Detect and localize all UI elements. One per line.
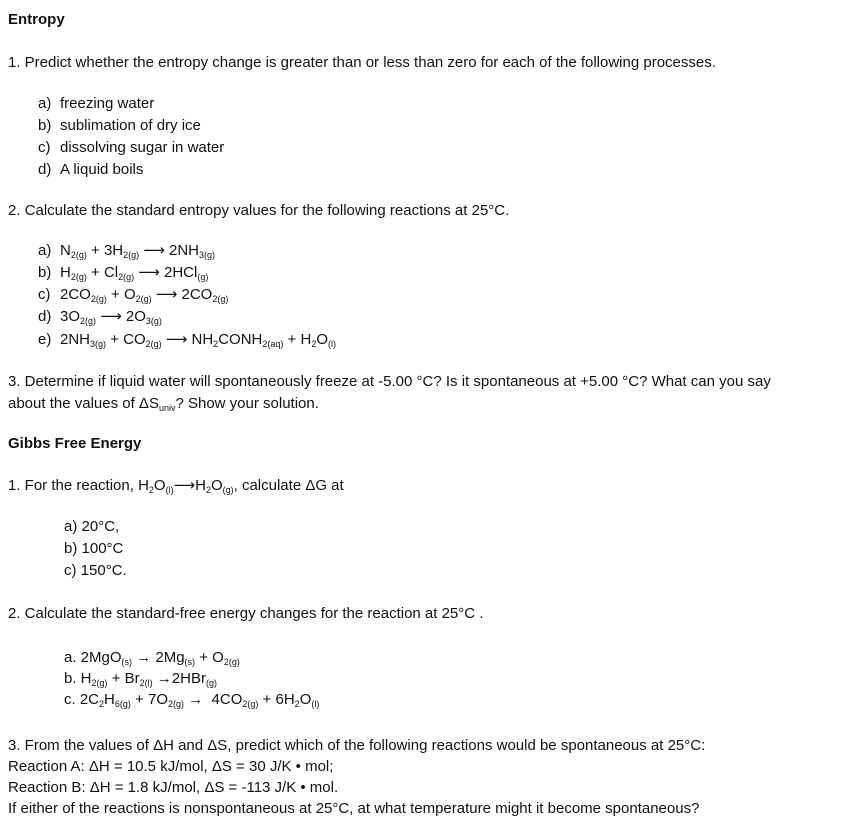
gibbs-q1-item-a: a) 20°C, <box>64 518 120 535</box>
gibbs-q2-reaction-b: b. $H_{2(g)} + Br_{2(l)} \to 2HBr_{(g)}$ <box>64 670 217 688</box>
entropy-q3-line1: 3. Determine if liquid water will spontaneously freeze at -5.00 °C? Is it spontaneous at +5.00 °C? What can you say <box>8 373 771 390</box>
gibbs-q2-reaction-c: c. $2C_2H_{6(g)} + 7O_{2(g)} \to 4CO_{2(g)} + 6H_2O_{(l)}$ <box>64 691 320 709</box>
gibbs-q2-reaction-a: a. $2MgO_{(s)} \to 2Mg_{(s)} + O_{2(g)}$ <box>64 649 240 667</box>
entropy-q2-reaction-e: e) $2NH_{3(g)} + CO_{2(g)}$ ⟶ $NH_2CONH_{2(aq)} + H_2O_{(l)}$ <box>38 331 336 349</box>
gibbs-q3-line1: 3. From the values of ΔH and ΔS, predict which of the following reactions would be spontaneous at 25°C: <box>8 737 706 754</box>
entropy-q1-text: 1. Predict whether the entropy change is greater than or less than zero for each of the following processes. <box>8 54 716 71</box>
gibbs-q1-item-b: b) 100°C <box>64 540 124 557</box>
entropy-q2-reaction-a: a) $N_{2(g)} + 3H_{2(g)}$ ⟶ $2NH_{3(g)}$ <box>38 242 216 260</box>
gibbs-q3-line3: Reaction B: ΔH = 1.8 kJ/mol, ΔS = -113 J/K • mol. <box>8 779 339 796</box>
entropy-q1-item-b: b) sublimation of dry ice <box>38 117 201 134</box>
gibbs-q1-item-c: c) 150°C. <box>64 562 127 579</box>
entropy-q1-item-d: d) A liquid boils <box>38 161 144 178</box>
entropy-q2-reaction-d: d) $3O_{2(g)}$ ⟶ $2O_{3(g)}$ <box>38 308 162 326</box>
entropy-q2-text: 2. Calculate the standard entropy values for the following reactions at 25°C. <box>8 202 510 219</box>
gibbs-q3-line2: Reaction A: ΔH = 10.5 kJ/mol, ΔS = 30 J/K • mol; <box>8 758 334 775</box>
entropy-q2-reaction-c: c) $2CO_{2(g)} + O_{2(g)}$ ⟶ $2CO_{2(g)}$ <box>38 286 229 304</box>
entropy-q2-reaction-b: b) $H_{2(g)} + Cl_{2(g)}$ ⟶ 2HCl$_{(g)}$ <box>38 264 209 282</box>
entropy-q3-line2: about the values of $\Delta S_{univ}$? Show your solution. <box>8 395 319 413</box>
entropy-q1-item-a: a) freezing water <box>38 95 155 112</box>
gibbs-q2-text: 2. Calculate the standard-free energy changes for the reaction at 25°C . <box>8 605 484 622</box>
entropy-heading: Entropy <box>8 11 65 28</box>
entropy-q1-item-c: c) dissolving sugar in water <box>38 139 225 156</box>
gibbs-heading: Gibbs Free Energy <box>8 435 142 452</box>
gibbs-q1-text: 1. For the reaction, $H_2O_{(l)}⟶H_2O_{(g)}$, calculate ΔG at <box>8 477 344 495</box>
gibbs-q3-line4: If either of the reactions is nonspontaneous at 25°C, at what temperature might it become spontaneous? <box>8 800 700 817</box>
